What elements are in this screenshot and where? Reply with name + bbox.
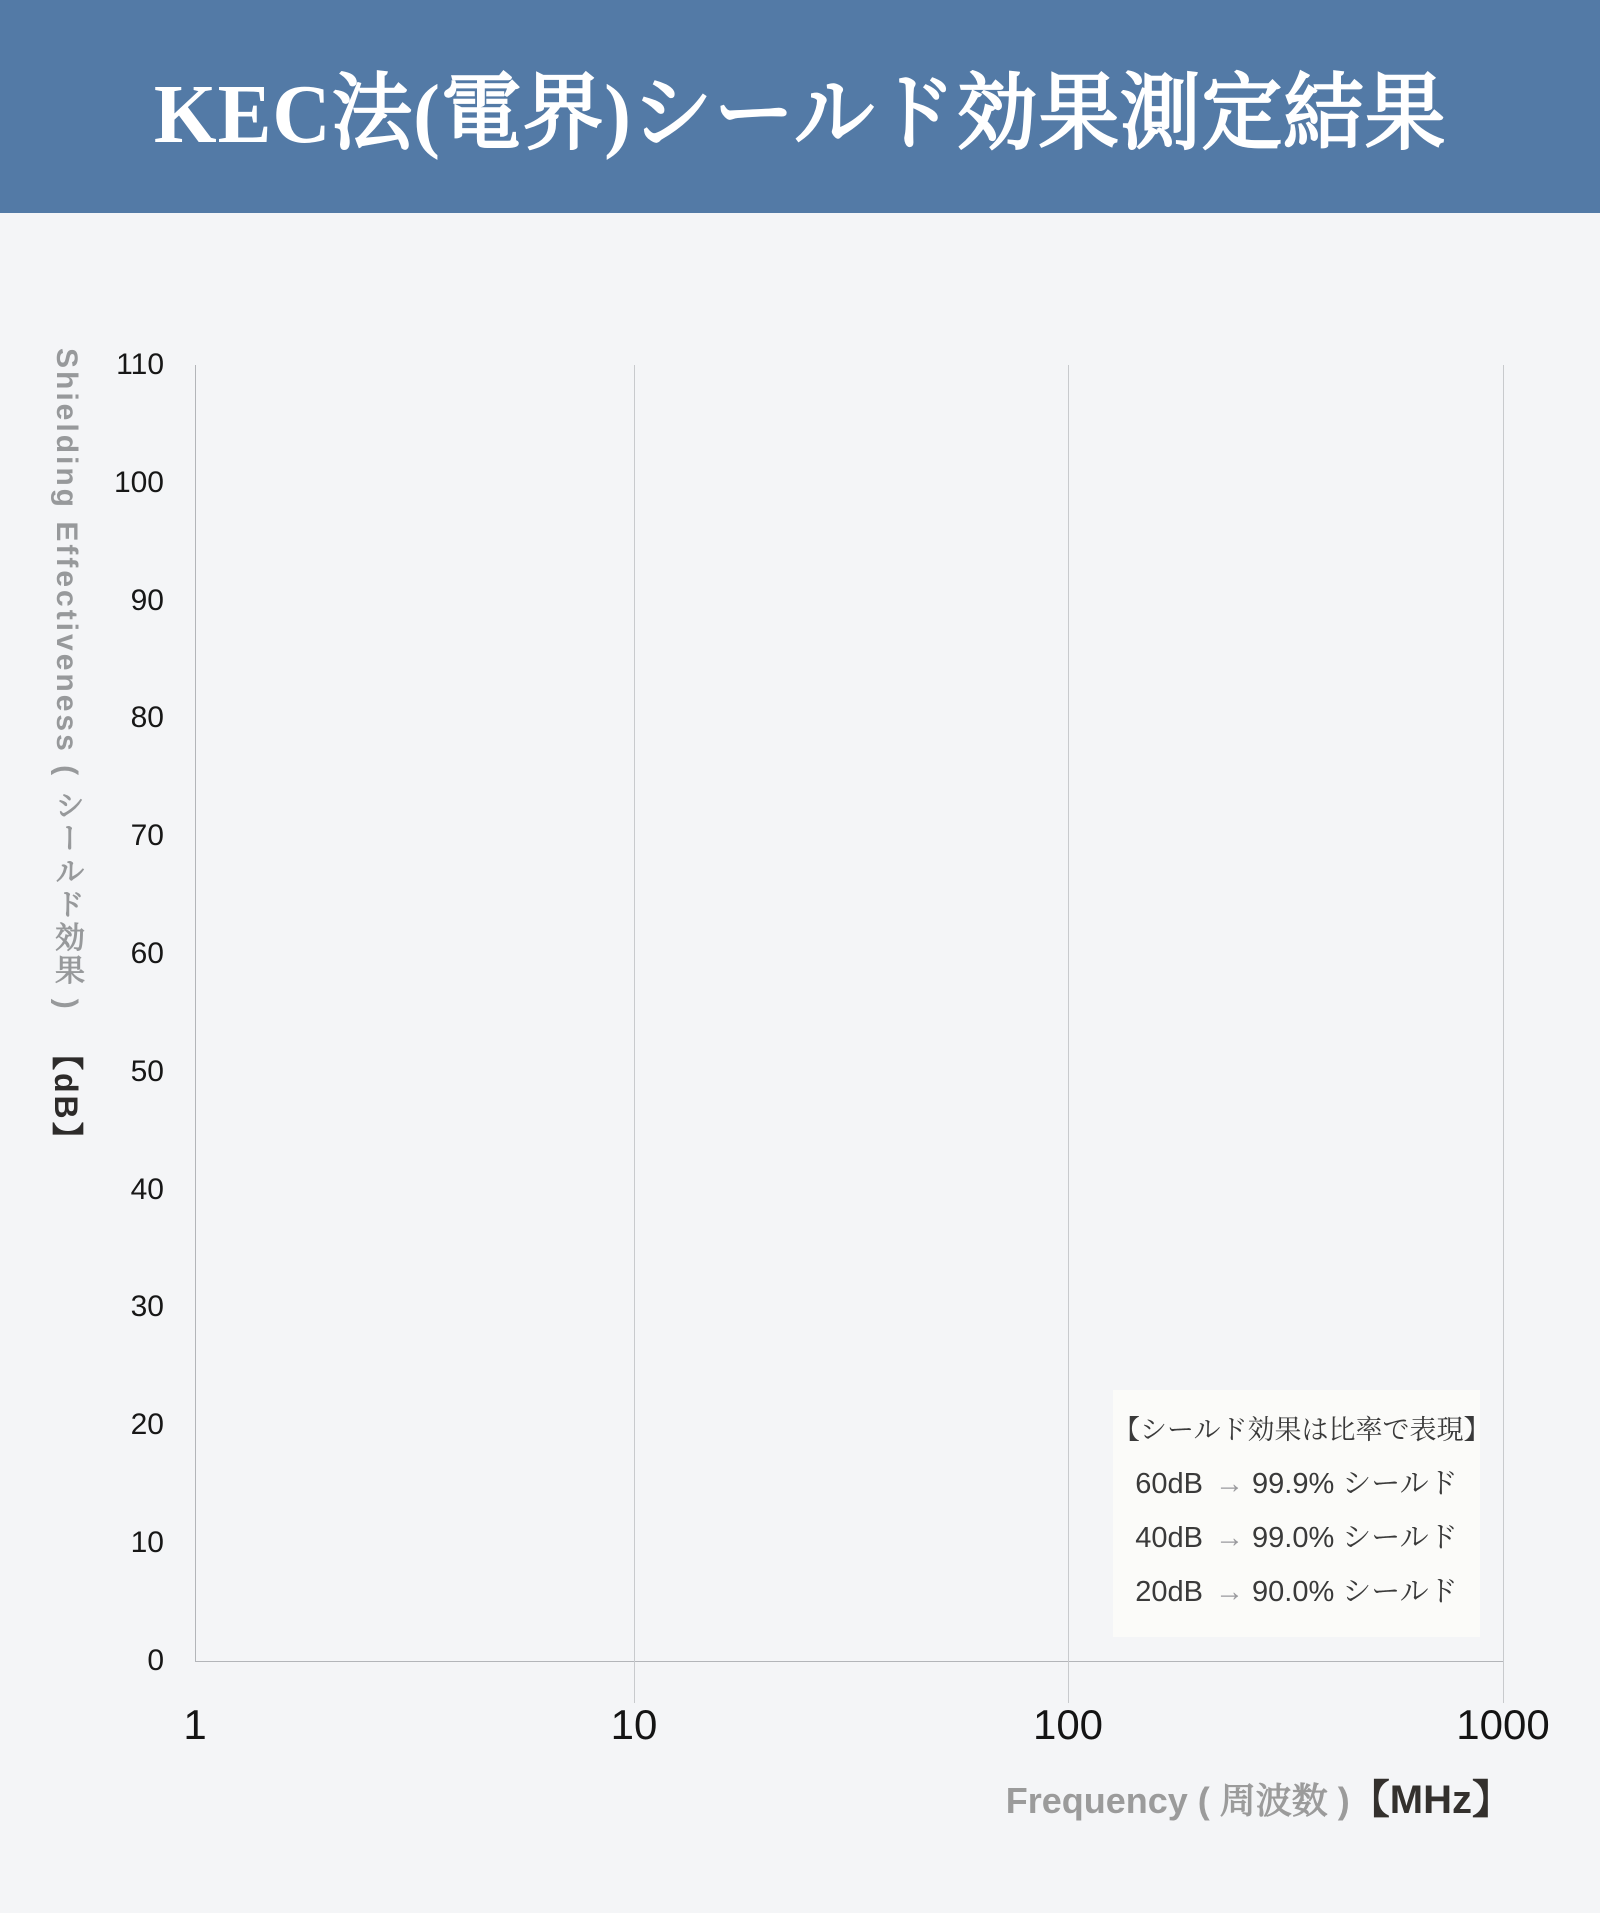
y-tick-40: 40	[130, 1173, 164, 1206]
arrow-right-icon: →	[1215, 1522, 1245, 1554]
x-axis-title-text: Frequency ( 周波数 )	[1005, 1780, 1350, 1821]
legend-40db-value: 40dB	[1135, 1522, 1204, 1554]
y-tick-60: 60	[130, 937, 164, 970]
y-tick-50: 50	[130, 1055, 164, 1088]
legend-20db-value: 20dB	[1135, 1576, 1204, 1608]
y-tick-100: 100	[113, 466, 164, 499]
legend-40db-unit: シールド	[1342, 1522, 1458, 1554]
legend-row-20db	[1113, 1577, 1480, 1607]
y-tick-80: 80	[130, 701, 164, 734]
gridline-100mhz	[1068, 365, 1070, 1703]
legend-row-60db	[1113, 1469, 1480, 1499]
legend-row-40db	[1113, 1523, 1480, 1553]
y-tick-20: 20	[130, 1408, 164, 1441]
y-tick-90: 90	[130, 584, 164, 617]
y-axis-label-text: Shielding Effectiveness ( シールド効果 )	[50, 348, 83, 1012]
y-tick-0: 0	[147, 1644, 164, 1677]
y-tick-110: 110	[116, 348, 164, 381]
legend-60db-pct: 99.9%	[1252, 1468, 1335, 1500]
arrow-right-icon: →	[1215, 1468, 1245, 1500]
header-banner	[0, 0, 1600, 213]
y-tick-10: 10	[130, 1526, 164, 1559]
legend-20db-unit: シールド	[1342, 1576, 1458, 1608]
x-tick-100: 100	[1032, 1701, 1104, 1748]
arrow-right-icon: →	[1215, 1576, 1245, 1608]
x-tick-1000: 1000	[1456, 1701, 1550, 1748]
legend-60db-unit: シールド	[1342, 1468, 1458, 1500]
legend-box	[1113, 1390, 1491, 1637]
x-tick-10: 10	[610, 1701, 658, 1748]
x-tick-1: 1	[183, 1701, 207, 1748]
legend-title: 【シールド効果は比率で表現】	[1113, 1415, 1491, 1445]
gridline-1000mhz	[1503, 365, 1505, 1703]
x-axis-unit: 【MHz】	[1349, 1778, 1512, 1822]
gridline-10mhz	[634, 365, 636, 1703]
legend-20db-pct: 90.0%	[1252, 1576, 1335, 1608]
y-tick-70: 70	[130, 819, 164, 852]
page-title: KEC法(電界)シールド効果測定結果	[153, 68, 1447, 161]
legend-40db-pct: 99.0%	[1252, 1522, 1335, 1554]
legend-60db-value: 60dB	[1135, 1468, 1204, 1500]
y-axis-unit: 【dB】	[48, 1037, 84, 1157]
y-tick-30: 30	[130, 1290, 164, 1323]
x-axis-title	[0, 1768, 1512, 1825]
